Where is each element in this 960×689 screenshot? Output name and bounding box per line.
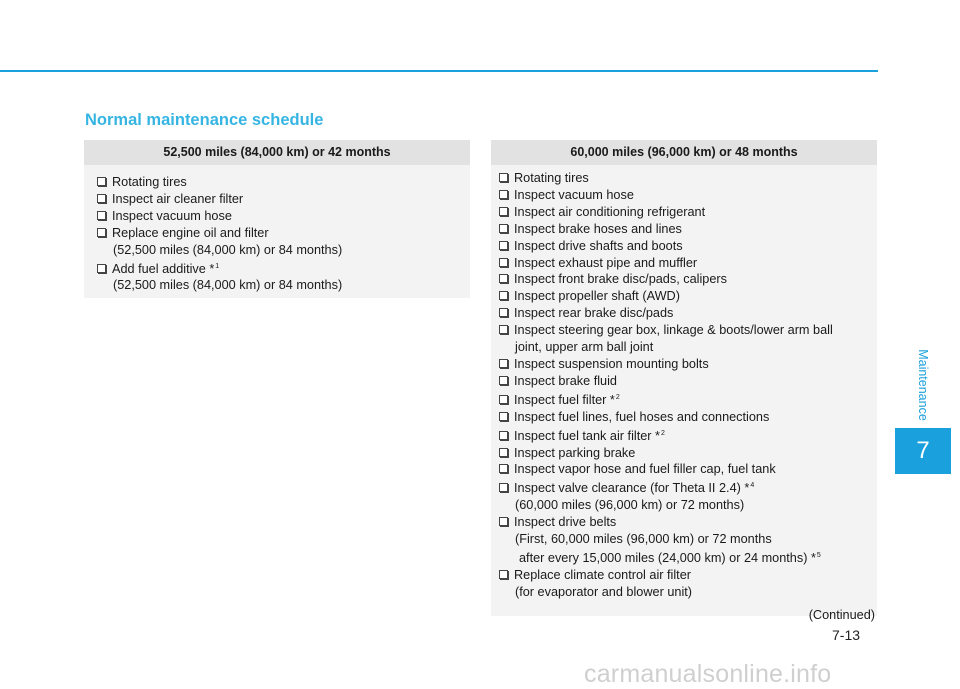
item-text: Inspect exhaust pipe and muffler (514, 255, 698, 270)
footnote-ref: 1 (215, 262, 220, 270)
checklist-item (499, 288, 877, 305)
checkbox-icon (97, 228, 106, 237)
item-text: Inspect front brake disc/pads, calipers (514, 272, 727, 287)
item-text: Inspect vapor hose and fuel filler cap, fuel tank (514, 462, 776, 477)
schedule-panel-60000 (491, 140, 877, 622)
item-note-text: after every 15,000 miles (24,000 km) or 24 months) * (519, 550, 816, 565)
footnote-ref: 4 (750, 482, 755, 490)
top-rule (0, 70, 878, 72)
panel-body (491, 165, 877, 624)
checklist-item (499, 221, 877, 238)
checklist-item (499, 271, 877, 288)
item-text: Rotating tires (514, 171, 589, 185)
item-text: Inspect brake hoses and lines (514, 221, 682, 236)
checkbox-icon (97, 264, 106, 273)
checkbox-icon (499, 448, 508, 457)
checkbox-icon (499, 325, 508, 334)
checkbox-icon (499, 291, 508, 300)
checkbox-icon (97, 177, 106, 186)
checklist-item (499, 514, 877, 531)
item-text: Inspect steering gear box, linkage & boots/lower arm ball (514, 323, 833, 338)
checklist-item (499, 426, 877, 445)
checklist-item (499, 238, 877, 255)
item-note: (60,000 miles (96,000 km) or 72 months) (515, 498, 745, 513)
item-text: Inspect vacuum hose (112, 208, 232, 223)
checkbox-icon (499, 359, 508, 368)
item-text: Rotating tires (112, 175, 187, 189)
checkbox-icon (499, 224, 508, 233)
checkbox-icon (97, 211, 106, 220)
checkbox-icon (499, 431, 508, 440)
checklist-item (499, 170, 877, 187)
item-note (499, 548, 877, 567)
checkbox-icon (499, 464, 508, 473)
checklist-item (499, 390, 877, 409)
checklist-item (499, 322, 877, 339)
checklist-item (499, 409, 877, 426)
schedule-panel-52500 (84, 140, 470, 298)
checklist-item (499, 305, 877, 322)
checklist-item (499, 445, 877, 462)
item-text: Inspect parking brake (514, 445, 636, 460)
panel-body (84, 165, 470, 294)
item-text: Inspect air cleaner filter (112, 191, 244, 206)
checklist-item (97, 174, 470, 191)
checkbox-icon (499, 274, 508, 283)
panel-header: 52,500 miles (84,000 km) or 42 months (84, 140, 470, 165)
checkbox-icon (499, 483, 508, 492)
item-text: Inspect rear brake disc/pads (514, 306, 674, 321)
chapter-tab: 7 (895, 428, 951, 474)
checkbox-icon (499, 517, 508, 526)
checkbox-icon (499, 173, 508, 182)
checklist-item (97, 259, 470, 278)
checkbox-icon (499, 241, 508, 250)
checklist-item (97, 208, 470, 225)
item-text: Inspect drive shafts and boots (514, 238, 683, 253)
checklist-item (499, 187, 877, 204)
chapter-side-label: Maintenance (916, 349, 930, 421)
checkbox-icon (499, 412, 508, 421)
checkbox-icon (97, 194, 106, 203)
item-note: (for evaporator and blower unit) (515, 584, 693, 599)
checkbox-icon (499, 207, 508, 216)
checklist-item (499, 567, 877, 584)
panel-header: 60,000 miles (96,000 km) or 48 months (491, 140, 877, 165)
item-text: Inspect fuel lines, fuel hoses and connections (514, 409, 770, 424)
item-text: Inspect vacuum hose (514, 187, 634, 202)
checklist-item (499, 356, 877, 373)
item-text: Add fuel additive * (112, 261, 215, 276)
item-text: Replace climate control air filter (514, 567, 691, 582)
footnote-ref: 2 (615, 393, 620, 401)
checklist-item (499, 255, 877, 272)
item-text: Inspect brake fluid (514, 373, 617, 388)
item-text: Replace engine oil and filter (112, 225, 269, 240)
item-note: (52,500 miles (84,000 km) or 84 months) (113, 242, 343, 257)
footnote-ref: 5 (816, 551, 821, 559)
section-title: Normal maintenance schedule (85, 111, 324, 129)
continued-label: (Continued) (808, 607, 875, 622)
item-text: Inspect drive belts (514, 515, 617, 530)
checkbox-icon (499, 376, 508, 385)
item-text: Inspect fuel tank air filter * (514, 428, 660, 443)
item-text: Inspect fuel filter * (514, 392, 615, 407)
footnote-ref: 2 (660, 429, 665, 437)
checklist-item (97, 225, 470, 242)
item-note: (First, 60,000 miles (96,000 km) or 72 months (515, 532, 772, 547)
checklist-item (499, 461, 877, 478)
item-text: Inspect propeller shaft (AWD) (514, 289, 680, 304)
watermark: carmanualsonline.info (584, 660, 832, 688)
item-note: (52,500 miles (84,000 km) or 84 months) (113, 278, 343, 293)
item-text: Inspect valve clearance (for Theta II 2.4) * (514, 481, 750, 496)
checkbox-icon (499, 395, 508, 404)
checklist-item (499, 204, 877, 221)
checkbox-icon (499, 258, 508, 267)
item-continuation: joint, upper arm ball joint (515, 340, 654, 355)
checkbox-icon (499, 190, 508, 199)
checklist-item (499, 478, 877, 497)
page-number: 7-13 (832, 627, 861, 643)
checklist-item (97, 191, 470, 208)
checklist-item (499, 373, 877, 390)
item-text: Inspect air conditioning refrigerant (514, 204, 706, 219)
item-text: Inspect suspension mounting bolts (514, 356, 709, 371)
checkbox-icon (499, 570, 508, 579)
checkbox-icon (499, 308, 508, 317)
